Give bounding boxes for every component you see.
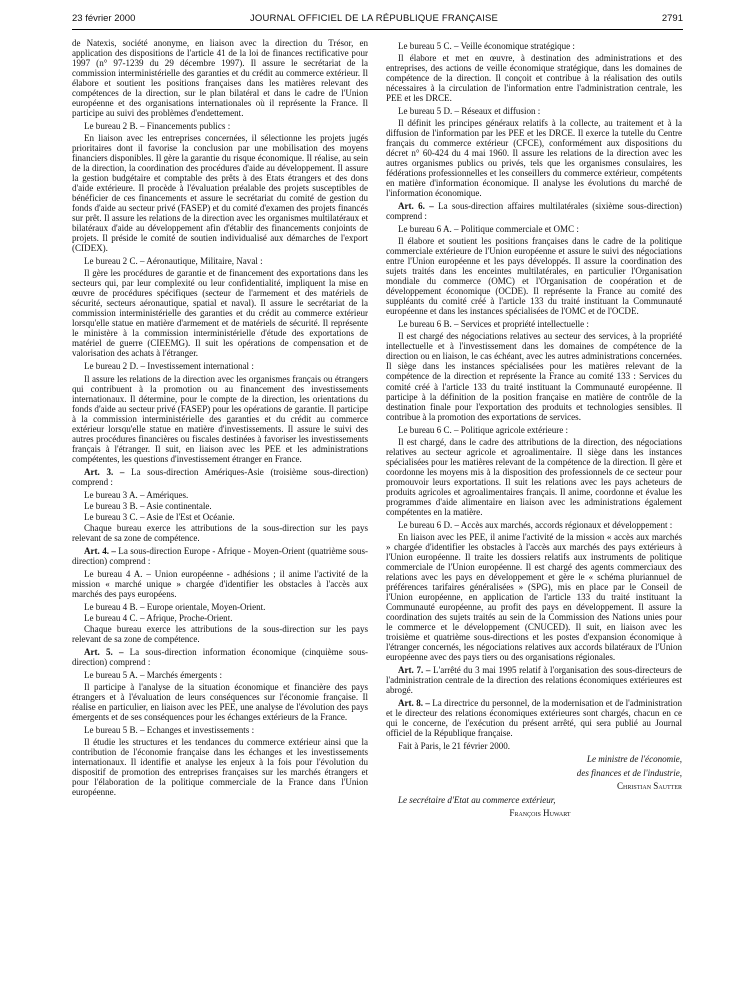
bureau-heading: Le bureau 5 C. – Veille économique stratégique :: [398, 41, 575, 51]
header-page-number: 2791: [661, 13, 683, 24]
body-paragraph: Le bureau 4 A. – Union européenne - adhésions ; il anime l'activité de la mission « marché unique » chargée d'identifier les obstacles à l'accès aux marchés des pays européens.: [72, 568, 368, 599]
article-text: La sous-direction Europe - Afrique - Moyen-Orient (quatrième sous-direction) comprend :: [72, 545, 368, 566]
right-column-body: [386, 41, 682, 738]
article-paragraph: [386, 698, 682, 738]
bureau-heading: Le bureau 2 C. – Aéronautique, Militaire, Naval :: [84, 256, 263, 267]
article-paragraph: [72, 546, 368, 566]
body-paragraph: Il assure les relations de la direction avec les organismes français ou étrangers qui contribuent à la promotion ou au financement des investissements internationaux. Il détermine, pour le compte de la direction, les orientations du fonds d'aide au secteur privé (FASEP) pour les opérations de garantie. Il participe à la commission interministérielle des garanties et du crédit au commerce extérieur lorsqu'elle statue en matière d'investissements. Il assure le suivi des autres procédures financières ou fiscales destinées à favoriser les investissements français à l'étranger. Il suit, en liaison avec les PEE et les administrations compétentes, les questions d'investissement étranger en France.: [72, 373, 368, 464]
bureau-heading: Le bureau 5 D. – Réseaux et diffusion :: [398, 106, 541, 117]
bureau-list-item: Le bureau 3 C. – Asie de l'Est et Océanie.: [84, 511, 235, 522]
body-paragraph: de Natexis, société anonyme, en liaison avec la direction du Trésor, en application des dispositions de l'article 41 de la loi de finances rectificative pour 1997 (n° 97-1239 du 29 décembre 1997). Il assure le secrétariat de la commission interministérielle des garanties et du crédit au commerce extérieur. Il élabore et soutient les positions françaises dans les matières relevant des compétences de la direction, sur le plan bilatéral et dans le cadre de l'Union européenne et des organisations internationales où il représente la France. Il participe au suivi des problèmes d'endettement.: [72, 38, 368, 119]
minister-title-line-1: Le ministre de l'économie,: [586, 754, 682, 765]
body-paragraph: Il élabore et met en œuvre, à destination des administrations et des entreprises, des actions de veille économique stratégique, dans les domaines de compétence de la direction. Il conçoit et contribue à la réalisation des outils nécessaires à la circulation de l'information entre l'administration centrale, les PEE et les DRCE.: [386, 53, 682, 104]
article-label: Art. 3. –: [84, 466, 125, 477]
left-column: [72, 38, 368, 800]
secretary-name: François Huwart: [509, 808, 571, 819]
minister-title-line-2: des finances et de l'industrie,: [576, 767, 682, 778]
right-column: [386, 38, 682, 822]
bureau-heading: Le bureau 6 A. – Politique commerciale et OMC :: [398, 224, 579, 235]
article-label: Art. 4. –: [84, 545, 116, 556]
article-label: Art. 7. –: [398, 664, 431, 675]
header-rule: [72, 29, 683, 30]
article-paragraph: [386, 665, 682, 695]
article-paragraph: [72, 467, 368, 487]
body-paragraph: Il élabore et soutient les positions françaises dans le cadre de la politique commerciale extérieure de l'Union européenne et assure le suivi des négociations entre l'Union européenne et les pays développés. Il assure la coordination des sujets traités dans les enceintes multilatérales, en particulier l'Organisation mondiale du commerce (OMC) et l'Organisation de coopération et de développement économique (OCDE). Il représente la France au comité des suppléants du comité créé à l'article 133 du traité instituant la Communauté européenne et dans les instances spécialisées de l'OMC et de l'OCDE.: [386, 236, 682, 317]
bureau-heading: Le bureau 5 A. – Marchés émergents :: [84, 669, 223, 680]
article-text: La sous-direction affaires multilatérales (sixième sous-direction) comprend :: [386, 201, 683, 222]
minister-name: Christian Sautter: [617, 781, 682, 792]
body-paragraph: Chaque bureau exerce les attributions de la sous-direction sur les pays relevant de sa zone de compétence.: [72, 623, 368, 644]
header-date: 23 février 2000: [72, 13, 136, 24]
article-text: L'arrêté du 3 mai 1995 relatif à l'organisation des sous-directeurs de l'administration centrale de la direction des relations économiques extérieures est abrogé.: [386, 664, 683, 695]
article-paragraph: [386, 201, 682, 221]
body-paragraph: En liaison avec les entreprises concernées, il sélectionne les projets jugés prioritaires dont il favorise la conclusion par une mobilisation des moyens financiers disponibles. Il gère la garantie du risque économique. Il réalise, au sein de la direction, la coordination des procédures d'aide au développement. Il assure la gestion budgétaire et comptable des prêts à des Etats étrangers et des dons d'aide extérieure. Il procède à l'évaluation préalable des projets susceptibles de bénéficier de ces financements et assure le secrétariat du comité de gestion du fonds d'aide au secteur privé (FASEP) et du comité d'examen des projets financés sur prêt. Il assure les relations de la direction avec les organismes multilatéraux et bilatéraux d'aide au développement afin d'établir des financements conjoints de projets. Il préside le comité de soutien individualisé aux démarches de l'export (CIDEX).: [72, 133, 368, 254]
body-paragraph: Il est chargé des négociations relatives au secteur des services, à la propriété intellectuelle et à l'investissement dans les domaines de compétence de la direction ou en liaison, le cas échéant, avec les autres administrations concernées. Il siège dans les instances spécialisées pour les matières relevant de la compétence de la direction et représente la France au comité 133 : Services du comité créé à l'article 133 du traité instituant la Communauté européenne. Il participe à la définition de la position française en matière de contrôle de la destination finale pour l'exportation des produits et technologies sensibles. Il contribue à la promotion des exportations de services.: [386, 331, 682, 422]
body-paragraph: Chaque bureau exerce les attributions de la sous-direction sur les pays relevant de sa zone de compétence.: [72, 522, 368, 543]
page-header: [0, 0, 748, 40]
bureau-heading: Le bureau 6 C. – Politique agricole extérieure :: [398, 424, 569, 435]
bureau-heading: Le bureau 2 B. – Financements publics :: [84, 121, 231, 132]
article-paragraph: [72, 647, 368, 667]
body-paragraph: Il définit les principes généraux relatifs à la collecte, au traitement et à la diffusion de l'information par les PEE et les DRCE. Il exerce la tutelle du Centre français du commerce extérieur (CFCE), conformément aux dispositions du décret n° 60-424 du 4 mai 1960. Il assure les relations de la direction avec les autres organismes publics ou privés, tels que les organismes consulaires, les fédérations professionnelles et les conseillers du commerce extérieur, compétents en matière d'information économique. Il analyse les évolutions du marché de l'information économique.: [386, 118, 682, 199]
article-text: La sous-direction information économique (cinquième sous-direction) comprend :: [72, 646, 368, 667]
closing-date: Fait à Paris, le 21 février 2000.: [398, 741, 511, 752]
bureau-list-item: Le bureau 4 C. – Afrique, Proche-Orient.: [84, 612, 233, 623]
article-label: Art. 5. –: [84, 646, 124, 657]
body-paragraph: Il étudie les structures et les tendances du commerce extérieur ainsi que la contribution de l'économie française dans les échanges et les investissements internationaux. Il identifie et analyse les enjeux à la fois pour l'évolution du dispositif de promotion des entreprises françaises sur les marchés étrangers et pour l'élaboration de la politique commerciale de la France dans l'Union européenne.: [72, 737, 368, 798]
bureau-list-item: Le bureau 3 A. – Amériques.: [84, 489, 189, 500]
article-text: La sous-direction Amériques-Asie (troisième sous-direction) comprend :: [72, 466, 369, 487]
body-paragraph: Il participe à l'analyse de la situation économique et financière des pays étrangers et à l'évaluation de leurs conséquences sur l'économie française. Il réalise en particulier, en liaison avec les PEE, une analyse de l'évolution des pays émergents et de ses conséquences pour les échanges extérieurs de la France.: [72, 681, 368, 722]
secretary-title: Le secrétaire d'Etat au commerce extérieur,: [398, 794, 556, 805]
body-paragraph: Il est chargé, dans le cadre des attributions de la direction, des négociations relatives au secteur agricole et agroalimentaire. Il siège dans les instances spécialisées pour les matières relevant de la compétence de la direction. Il gère et coordonne les moyens mis à la disposition des professionnels de ce secteur pour promouvoir leurs exportations. Il suit les relations avec les pays acheteurs de produits agricoles et agroalimentaires français. Il anime, coordonne et évalue les programmes d'aide alimentaire en liaison avec les administrations également compétentes en la matière.: [386, 436, 682, 517]
bureau-list-item: Le bureau 3 B. – Asie continentale.: [84, 500, 212, 511]
bureau-heading: Le bureau 6 B. – Services et propriété intellectuelle :: [398, 319, 589, 330]
header-title: JOURNAL OFFICIEL DE LA RÉPUBLIQUE FRANÇAISE: [249, 13, 499, 24]
bureau-heading: Le bureau 2 D. – Investissement international :: [84, 361, 254, 372]
bureau-heading: Le bureau 6 D. – Accès aux marchés, accords régionaux et développement :: [398, 519, 673, 530]
body-paragraph: En liaison avec les PEE, il anime l'activité de la mission « accès aux marchés » chargée d'identifier les obstacles à l'accès aux marchés des pays extérieurs à l'Union européenne. Il traite les dossiers relatifs aux instruments de politique commerciale de l'Union européenne. Il est chargé des agents commerciaux des relations avec les pays en développement et gère le « schéma pluriannuel de préférences tarifaires généralisées » (SPG), mis en place par le Conseil de l'Union européenne, en application de l'article 133 du traité instituant la Communauté européenne, au profit des pays en développement. Il assure la coordination des sujets traités au sein de la Commission des Nations unies pour le commerce et le développement (CNUCED). Il suit, en liaison avec les troisième et quatrième sous-directions et les postes d'expansion économique à l'étranger concernés, les négociations relatives aux accords bilatéraux de l'Union européenne avec des pays tiers ou des organisations régionales.: [386, 531, 682, 662]
body-paragraph: Il gère les procédures de garantie et de financement des exportations dans les secteurs qui, par leur complexité ou leur confidentialité, impliquent la mise en œuvre de procédures spécifiques (secteur de l'armement et des matériels de sécurité, secteurs aéronautique, spatial et naval). Il assure le secrétariat de la commission interministérielle des garanties et du crédit au commerce extérieur lorsqu'elle statue en matière d'armement et de matériels de sécurité. Il représente le ministère à la commission interministérielle d'étude des exportations de matériel de guerre (CIEEMG). Il suit les opérations de compensation et de valorisation des achats à l'étranger.: [72, 268, 368, 359]
article-label: Art. 8. –: [398, 697, 430, 708]
bureau-list-item: Le bureau 4 B. – Europe orientale, Moyen-Orient.: [84, 601, 266, 612]
article-text: La directrice du personnel, de la modernisation et de l'administration et le directeur des relations économiques extérieures sont chargés, chacun en ce qui le concerne, de l'exécution du présent arrêté, qui sera publié au Journal officiel de la République française.: [386, 697, 683, 739]
bureau-heading: Le bureau 5 B. – Echanges et investissements :: [84, 725, 255, 735]
article-label: Art. 6. –: [398, 201, 434, 212]
